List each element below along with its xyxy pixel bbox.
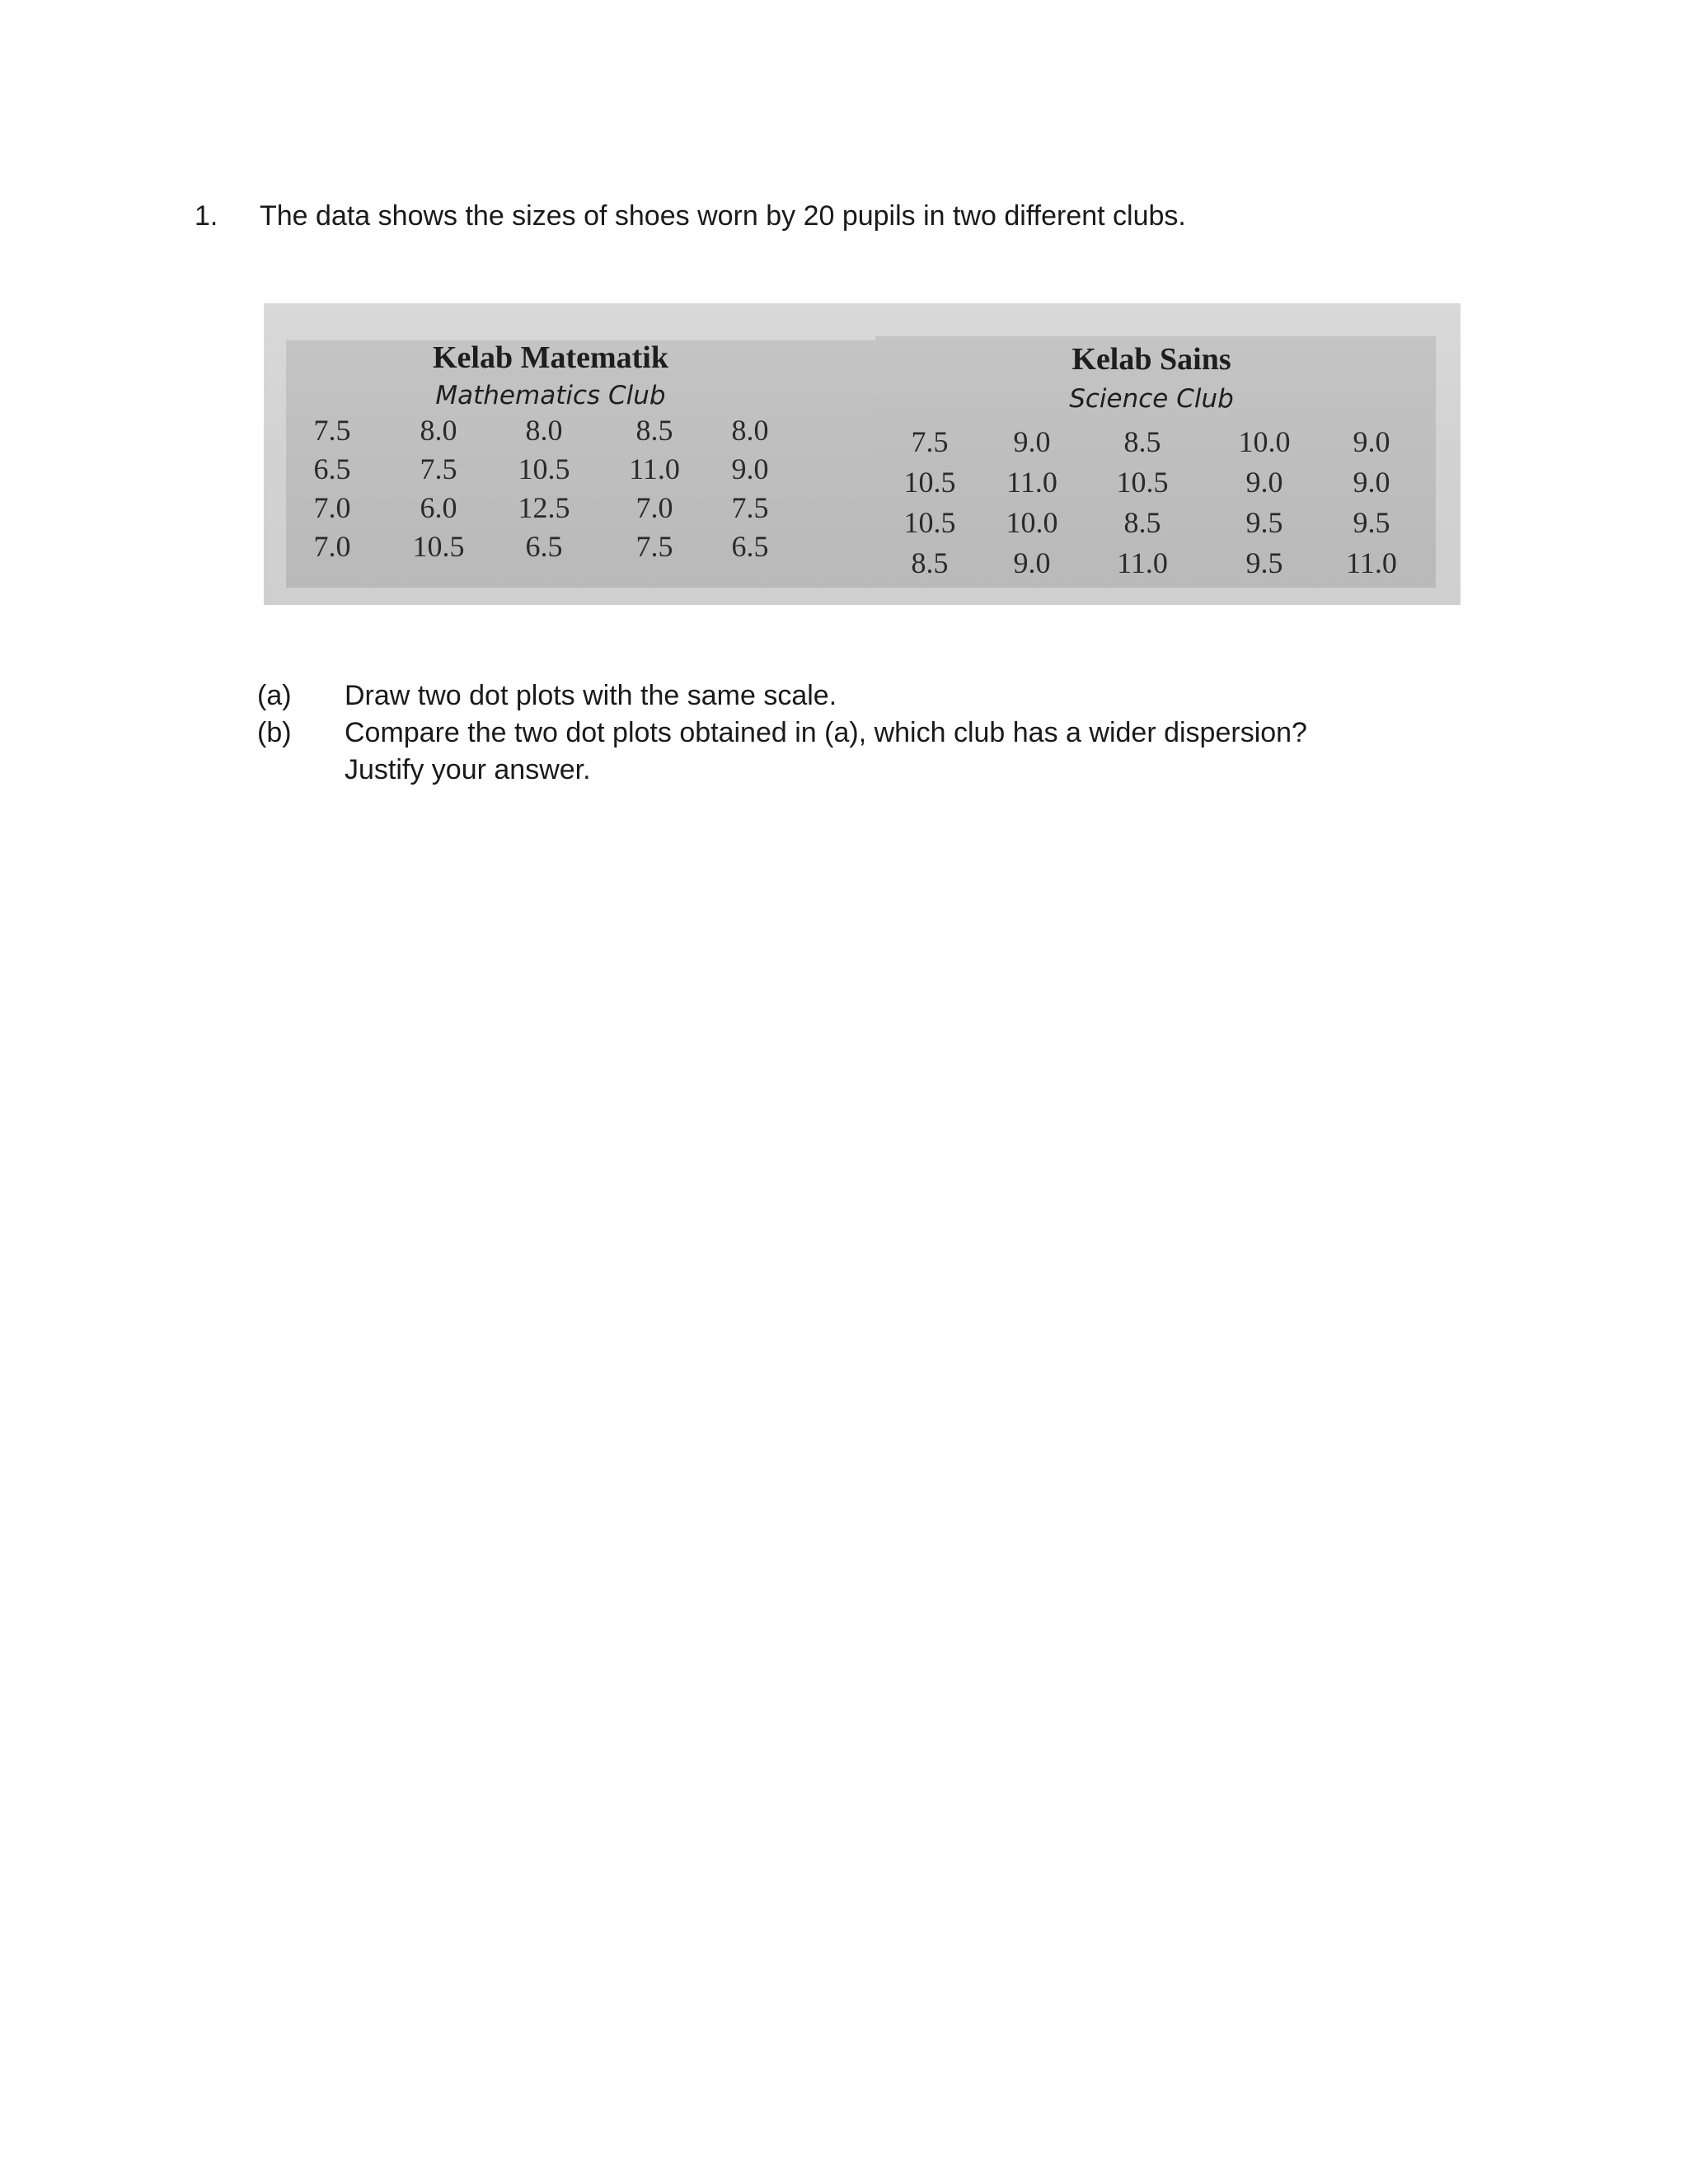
data-table-photo [264,303,1461,605]
math-club-value: 7.0 [313,491,351,524]
math-club-title: Kelab Matematik [432,340,669,375]
science-club-value: 9.0 [1013,425,1051,458]
question-text: The data shows the sizes of shoes worn by 20 pupils in two different clubs. [260,200,1186,232]
science-club-value: 11.0 [1006,466,1057,499]
math-club-subtitle: Mathematics Club [435,381,666,410]
science-club-value: 11.0 [1117,546,1168,579]
science-club-subtitle: Science Club [1069,384,1234,414]
math-club-value: 9.0 [731,452,769,485]
science-club-value: 10.5 [903,466,956,499]
science-club-value: 10.5 [903,506,956,539]
math-club-value: 6.0 [420,491,457,524]
math-club-value: 7.5 [635,530,673,563]
science-club-value: 9.0 [1353,425,1390,458]
math-club-value: 10.5 [518,452,570,485]
math-club-value: 10.5 [412,530,465,563]
science-club-value: 11.0 [1346,546,1397,579]
science-club-value: 8.5 [1123,425,1161,458]
math-club-value: 11.0 [629,452,680,485]
part-b-label: (b) [257,717,292,748]
math-club-value: 8.0 [420,414,457,447]
math-club-value: 7.0 [313,530,351,563]
math-club-value: 6.5 [313,452,351,485]
math-club-value: 7.5 [420,452,457,485]
question-number: 1. [195,200,218,232]
math-club-value: 12.5 [518,491,570,524]
science-club-value: 9.0 [1013,546,1051,579]
science-club-value: 10.0 [1238,425,1291,458]
math-club-value: 7.0 [635,491,673,524]
math-club-value: 7.5 [731,491,769,524]
math-club-value: 8.0 [525,414,563,447]
math-club-value: 6.5 [525,530,563,563]
math-club-value: 8.5 [635,414,673,447]
part-b-continuation-text: Justify your answer. [345,754,591,785]
science-club-value: 9.5 [1353,506,1390,539]
part-a-text: Draw two dot plots with the same scale. [345,680,837,711]
science-club-value: 9.0 [1245,466,1283,499]
science-club-value: 7.5 [911,425,949,458]
science-club-value: 8.5 [911,546,949,579]
part-a-label: (a) [257,680,292,711]
science-club-value: 8.5 [1123,506,1161,539]
science-club-value: 10.5 [1116,466,1169,499]
science-club-title: Kelab Sains [1071,342,1231,377]
math-club-value: 8.0 [731,414,769,447]
science-club-value: 9.5 [1245,546,1283,579]
math-club-value: 6.5 [731,530,769,563]
science-club-value: 9.0 [1353,466,1390,499]
part-b-text: Compare the two dot plots obtained in (a), which club has a wider dispersion? [345,717,1307,748]
science-club-value: 9.5 [1245,506,1283,539]
math-club-value: 7.5 [313,414,351,447]
science-club-value: 10.0 [1006,506,1058,539]
